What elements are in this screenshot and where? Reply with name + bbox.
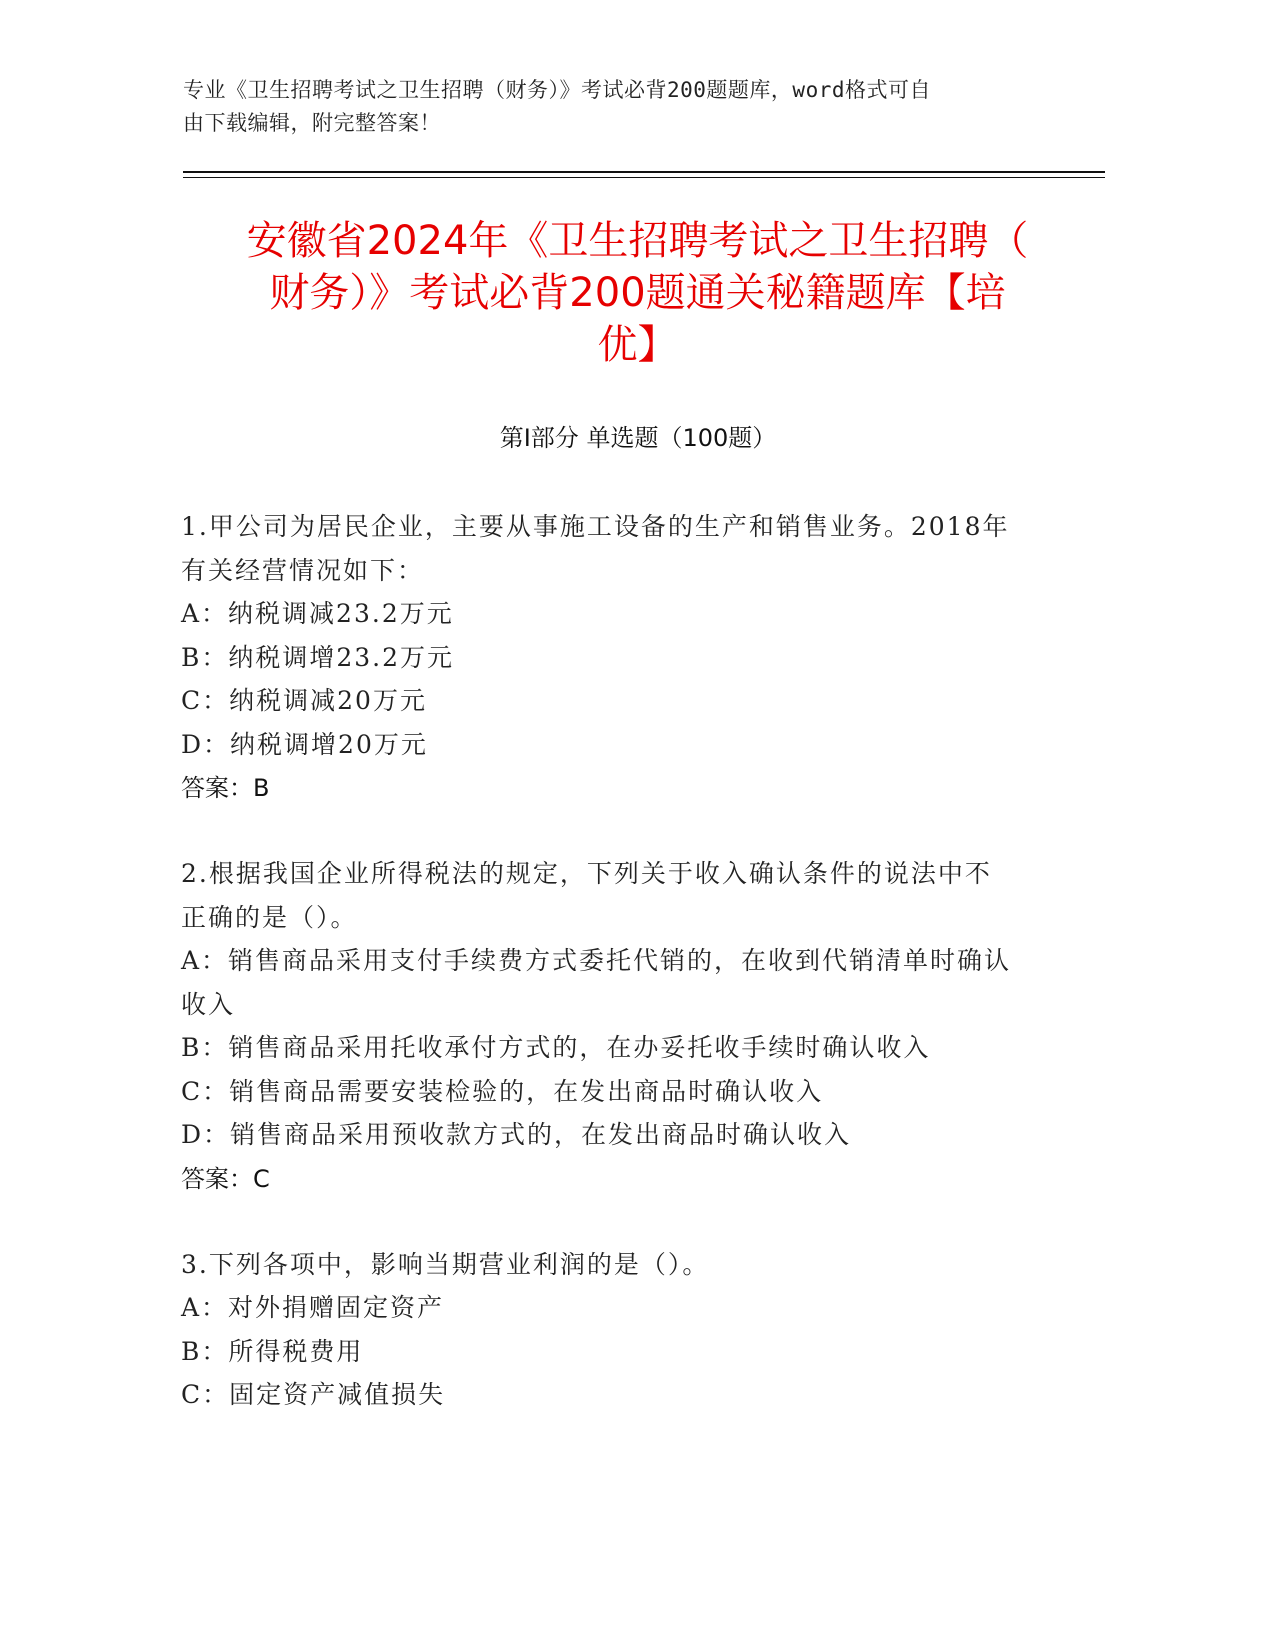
title-line-1: 安徽省2024年《卫生招聘考试之卫生招聘（ (246, 218, 1029, 264)
question-3 (181, 1243, 1031, 1417)
option-b: B：所得税费用 (181, 1336, 364, 1366)
header-rule-thick (183, 171, 1105, 173)
option-c: C：销售商品需要安装检验的，在发出商品时确认收入 (181, 1076, 824, 1106)
option-a: A：对外捐赠固定资产 (181, 1293, 445, 1322)
question-1 (181, 505, 1031, 810)
header-rule-thin (183, 177, 1105, 178)
document-title (170, 215, 1105, 371)
answer-label: 答案：B (181, 774, 270, 802)
question-stem: 正确的是（）。 (181, 902, 358, 932)
intro-paragraph (183, 74, 1063, 140)
option-c: C：固定资产减值损失 (181, 1380, 446, 1409)
question-stem: 1.甲公司为居民企业，主要从事施工设备的生产和销售业务。2018年 (181, 512, 1010, 541)
option-b: B：销售商品采用托收承付方式的，在办妥托收手续时确认收入 (181, 1033, 931, 1062)
title-line-3: 优】 (597, 322, 678, 368)
option-c: C：纳税调减20万元 (181, 686, 427, 715)
section-title: 第Ⅰ部分 单选题（100题） (499, 424, 777, 452)
option-a-continued: 收入 (181, 989, 236, 1019)
option-d: D：销售商品采用预收款方式的，在发出商品时确认收入 (181, 1120, 852, 1149)
intro-line-1: 专业《卫生招聘考试之卫生招聘（财务）》考试必背200题题库，word格式可自 (183, 78, 931, 102)
option-d: D：纳税调增20万元 (181, 729, 428, 759)
option-b: B：纳税调增23.2万元 (181, 642, 455, 672)
question-list (181, 505, 1031, 1459)
question-stem: 3.下列各项中，影响当期营业利润的是（）。 (181, 1249, 710, 1279)
question-stem: 有关经营情况如下： (181, 555, 425, 585)
answer-label: 答案：C (181, 1164, 270, 1193)
question-2 (181, 852, 1031, 1201)
question-stem: 2.根据我国企业所得税法的规定，下列关于收入确认条件的说法中不 (181, 859, 992, 888)
title-line-2: 财务）》考试必背200题通关秘籍题库【培 (269, 270, 1006, 316)
intro-line-2: 由下载编辑，附完整答案！ (183, 111, 441, 135)
option-a: A：纳税调减23.2万元 (181, 599, 454, 628)
option-a: A：销售商品采用支付手续费方式委托代销的，在收到代销清单时确认 (181, 946, 1012, 975)
